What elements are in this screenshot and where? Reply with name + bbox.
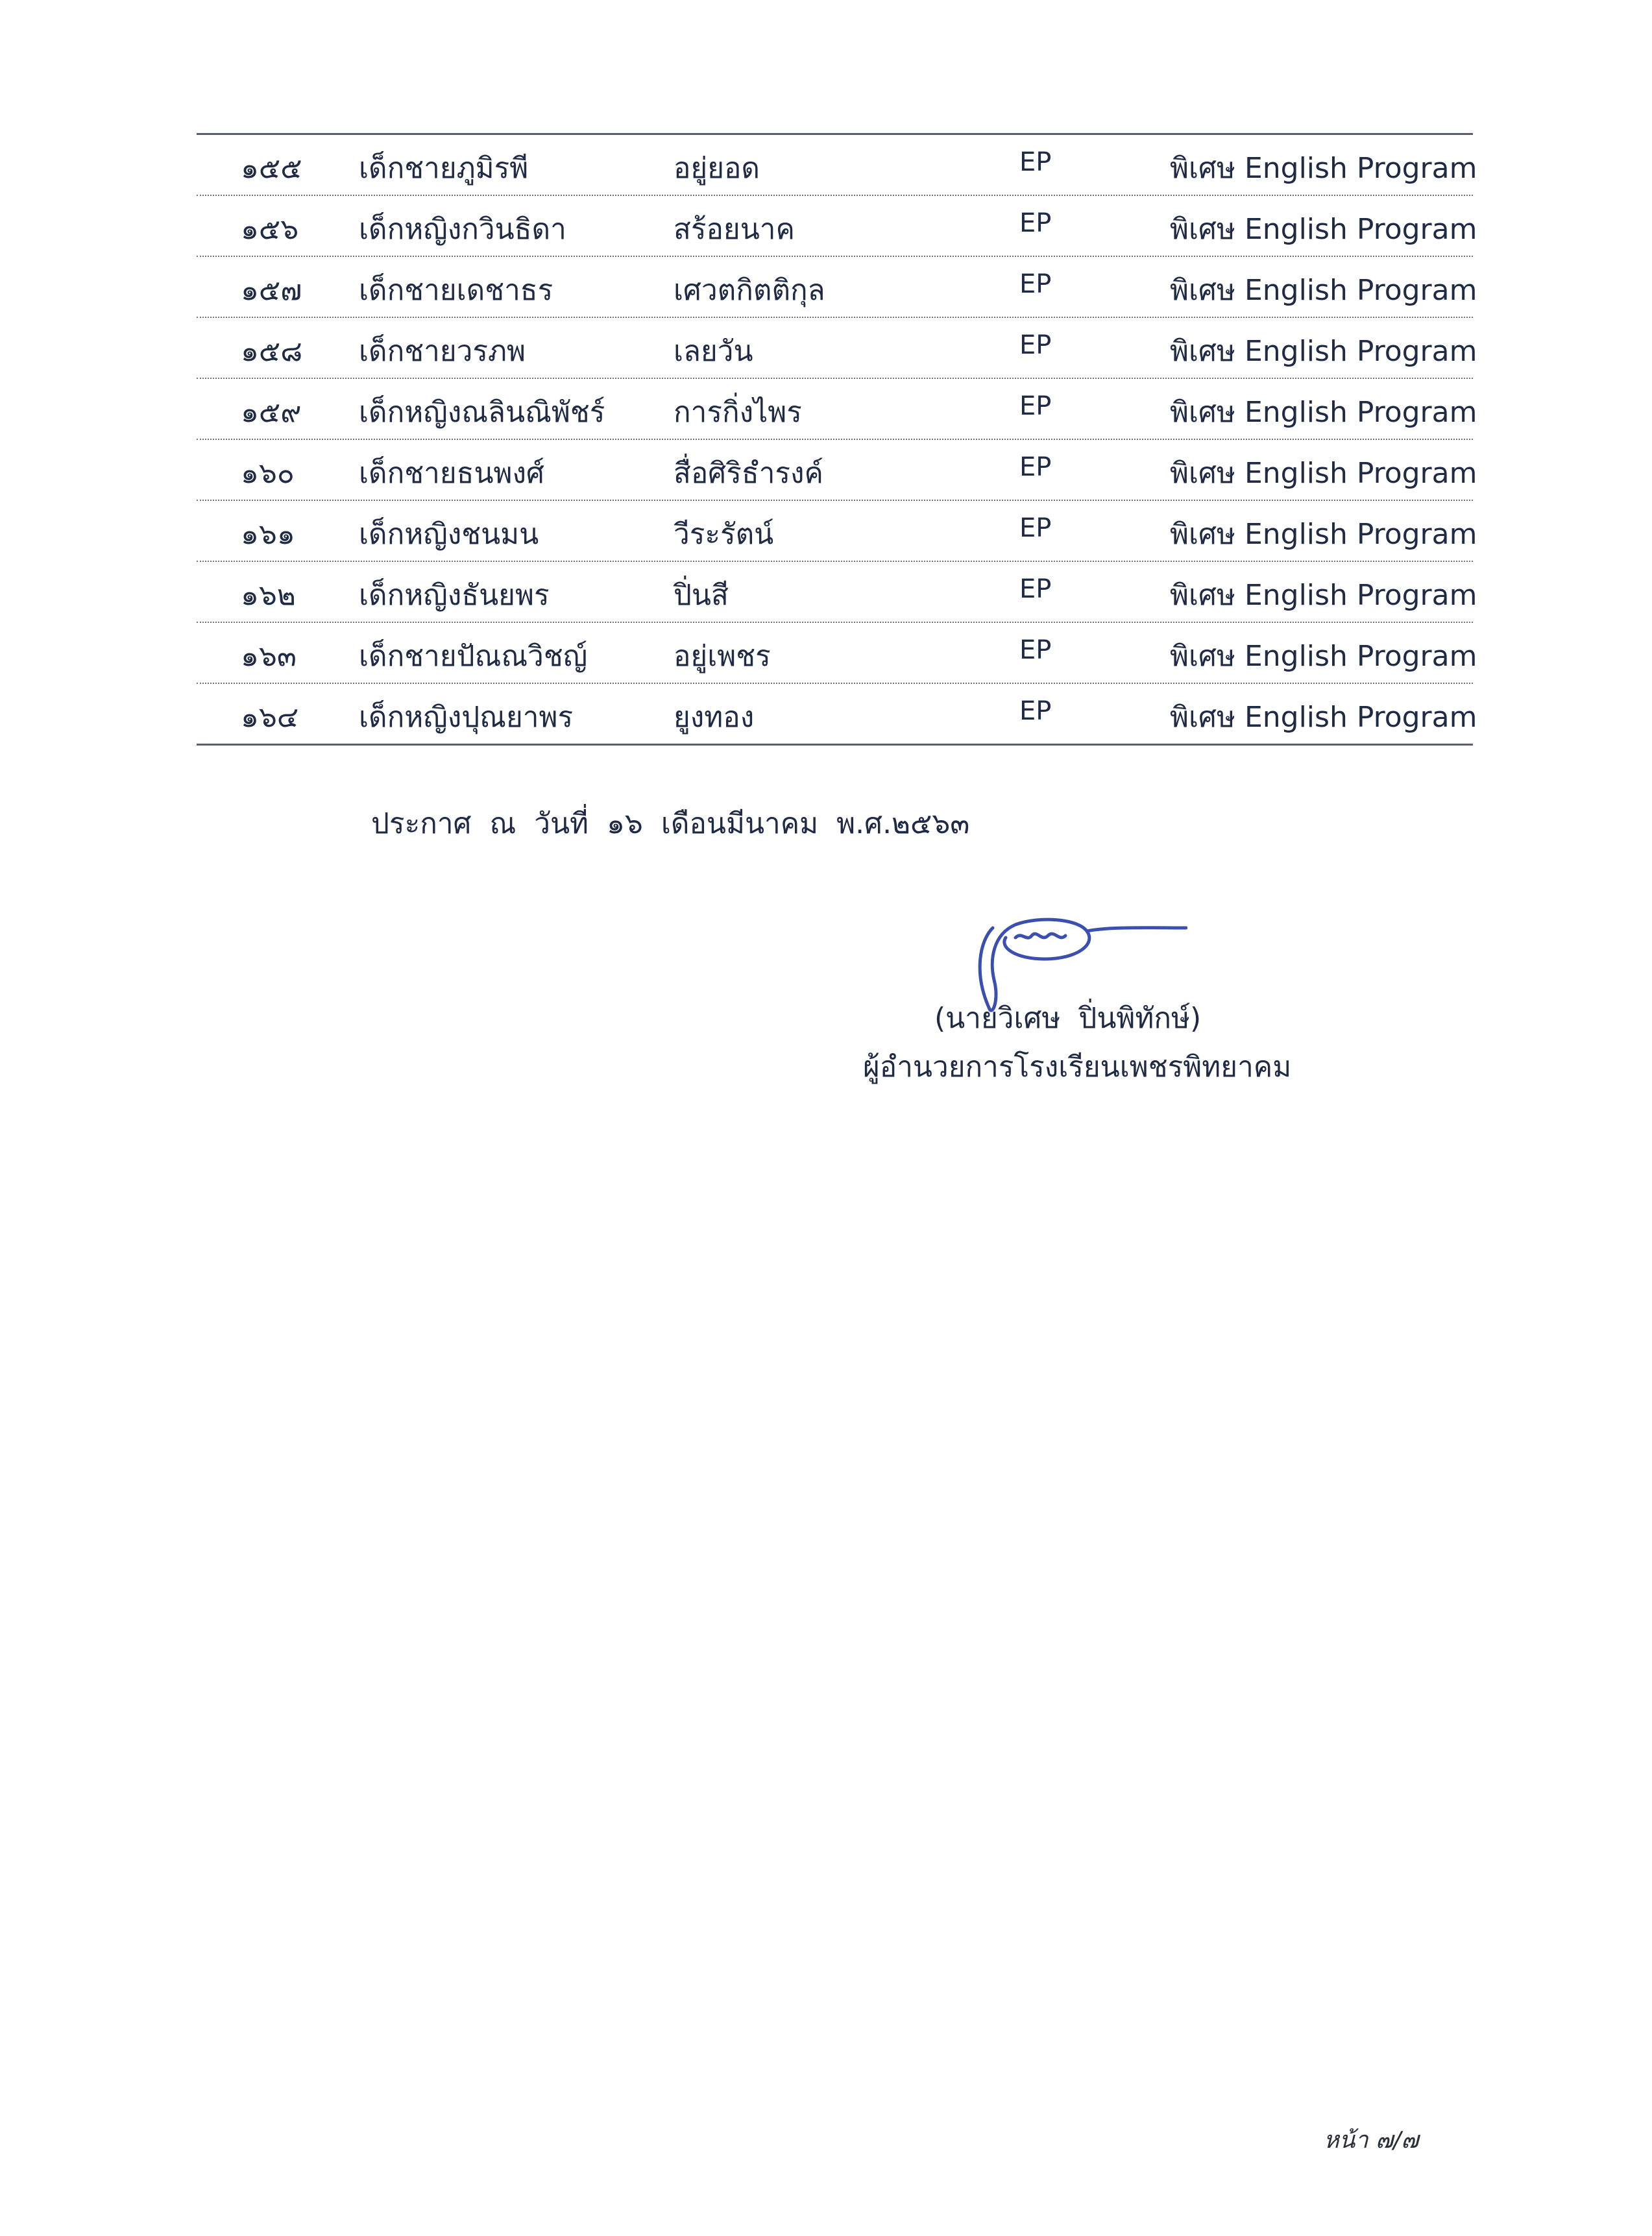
student-number: ๑๕๖ (241, 213, 299, 246)
student-first-name: เด็กชายวรภพ (359, 335, 526, 368)
table-row (197, 196, 1477, 257)
student-first-name: เด็กหญิงกวินธิดา (359, 213, 566, 246)
table-row (197, 623, 1477, 684)
student-last-name: อยู่ยอด (674, 152, 760, 185)
table-row (197, 684, 1477, 746)
program-code: EP (1019, 391, 1052, 421)
student-first-name: เด็กหญิงปุณยาพร (359, 701, 574, 734)
student-last-name: สร้อยนาค (674, 213, 795, 246)
student-number: ๑๖๔ (241, 701, 299, 734)
class-type: พิเศษ English Program (1170, 396, 1477, 429)
student-last-name: ยูงทอง (674, 701, 755, 734)
student-number: ๑๕๙ (241, 396, 302, 429)
student-last-name: สื่อศิริธำรงค์ (674, 457, 823, 490)
student-last-name: วีระรัตน์ (674, 518, 774, 551)
table-row (197, 379, 1477, 440)
page-number: หน้า ๗/๗ (1324, 2127, 1419, 2154)
student-number: ๑๖๐ (241, 457, 295, 490)
program-code: EP (1019, 452, 1052, 482)
student-number: ๑๕๕ (241, 152, 302, 185)
class-type: พิเศษ English Program (1170, 152, 1477, 185)
program-code: EP (1019, 330, 1052, 360)
class-type: พิเศษ English Program (1170, 335, 1477, 368)
student-first-name: เด็กชายเดชาธร (359, 274, 553, 307)
table-row (197, 501, 1477, 562)
class-type: พิเศษ English Program (1170, 457, 1477, 490)
program-code: EP (1019, 147, 1052, 177)
student-number: ๑๕๗ (241, 274, 302, 307)
table-row (197, 318, 1477, 379)
student-number: ๑๖๒ (241, 579, 296, 612)
student-last-name: การกิ่งไพร (674, 396, 802, 429)
table-row (197, 562, 1477, 623)
class-type: พิเศษ English Program (1170, 274, 1477, 307)
program-code: EP (1019, 513, 1052, 543)
program-code: EP (1019, 208, 1052, 238)
signer-name: (นายวิเศษ ปิ่นพิทักษ์) (934, 1002, 1202, 1035)
student-last-name: เศวตกิตติกุล (674, 274, 825, 307)
signer-title: ผู้อำนวยการโรงเรียนเพชรพิทยาคม (863, 1051, 1292, 1084)
table-row (197, 440, 1477, 501)
student-list-table (197, 133, 1477, 746)
student-first-name: เด็กชายภูมิรพี (359, 152, 529, 185)
student-first-name: เด็กหญิงธันยพร (359, 579, 550, 612)
class-type: พิเศษ English Program (1170, 518, 1477, 551)
class-type: พิเศษ English Program (1170, 640, 1477, 673)
student-last-name: อยู่เพชร (674, 640, 771, 673)
student-first-name: เด็กชายธนพงศ์ (359, 457, 544, 490)
student-number: ๑๖๑ (241, 518, 295, 551)
student-first-name: เด็กหญิงณลินณิพัชร์ (359, 396, 605, 429)
student-first-name: เด็กหญิงชนมน (359, 518, 539, 551)
program-code: EP (1019, 269, 1052, 299)
student-number: ๑๕๘ (241, 335, 303, 368)
class-type: พิเศษ English Program (1170, 213, 1477, 246)
student-first-name: เด็กชายปัณณวิชญ์ (359, 640, 588, 673)
student-last-name: ปิ่นสี (674, 579, 729, 612)
program-code: EP (1019, 574, 1052, 604)
class-type: พิเศษ English Program (1170, 701, 1477, 734)
table-row (197, 135, 1477, 196)
class-type: พิเศษ English Program (1170, 579, 1477, 612)
student-number: ๑๖๓ (241, 640, 297, 673)
table-row (197, 257, 1477, 318)
handwritten-signature (954, 902, 1187, 1012)
student-last-name: เลยวัน (674, 335, 753, 368)
announcement-date: ประกาศ ณ วันที่ ๑๖ เดือนมีนาคม พ.ศ.๒๕๖๓ (371, 807, 970, 840)
program-code: EP (1019, 696, 1052, 726)
program-code: EP (1019, 635, 1052, 665)
